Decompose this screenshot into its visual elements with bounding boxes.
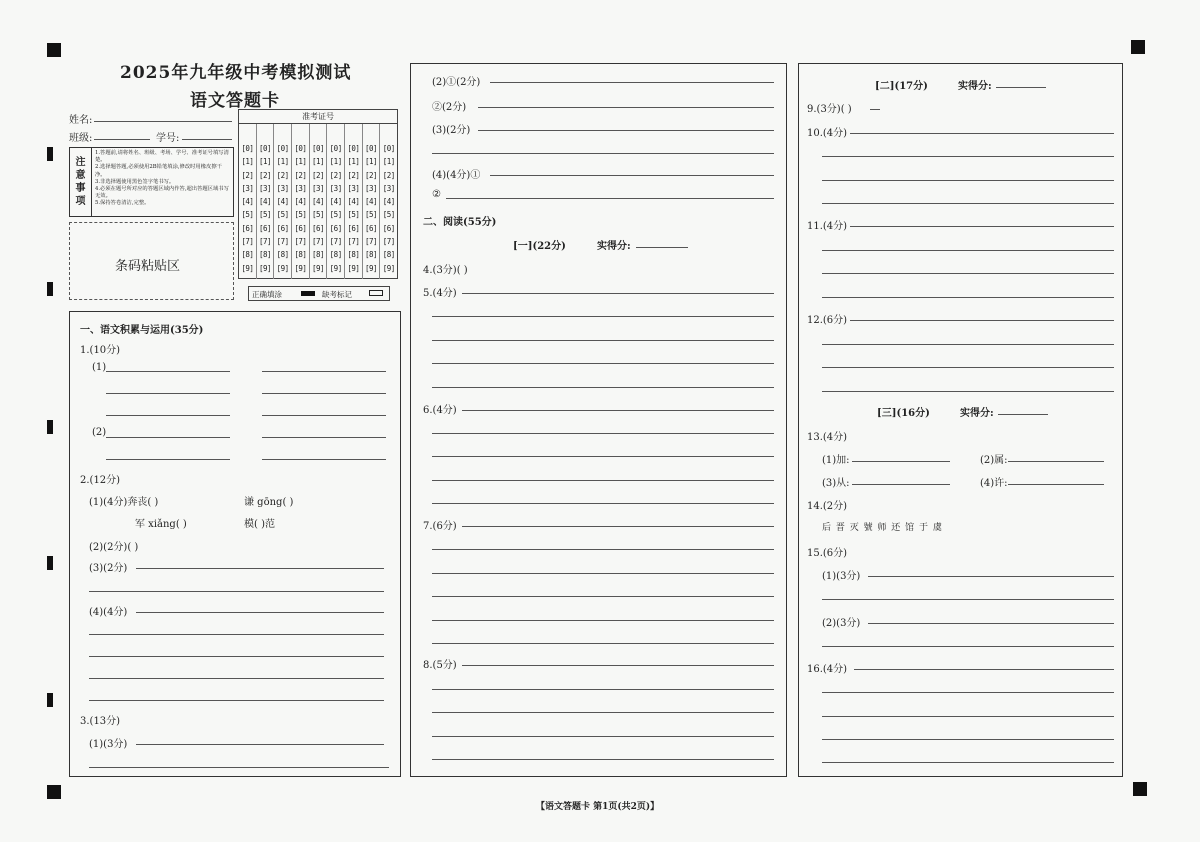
part1-score-field[interactable] (636, 247, 688, 248)
id-digit-bubble[interactable]: [0] (312, 144, 325, 153)
answer-line[interactable] (462, 526, 774, 527)
id-digit-bubble[interactable]: [4] (329, 197, 342, 207)
q13-2-field[interactable] (1008, 461, 1104, 462)
exam-id-title: 准考证号 (239, 110, 397, 124)
id-digit-bubble[interactable]: [7] (241, 237, 254, 247)
id-digit-bubble[interactable]: [4] (258, 197, 272, 207)
answer-line[interactable] (136, 568, 384, 569)
answer-line[interactable] (432, 153, 774, 154)
q3-1-label: (1)(3分) (89, 739, 128, 750)
fill-legend (248, 286, 390, 301)
id-digit-column[interactable] (274, 124, 292, 279)
q2-2-label: (2)(2分)( ) (89, 542, 139, 553)
q14-sentence[interactable]: 后 晋 灭 號 师 还 馆 于 虞 (822, 523, 943, 533)
answer-line[interactable] (822, 273, 1114, 274)
id-digit-bubble[interactable]: [4] (347, 197, 360, 207)
id-digit-bubble[interactable]: [3] (329, 183, 342, 193)
id-digit-bubble[interactable]: [6] (365, 223, 378, 233)
id-digit-bubble[interactable]: [5] (276, 210, 289, 220)
q3-4a-label: (4)(4分)① (432, 170, 481, 181)
id-digit-bubble[interactable]: [4] (276, 197, 289, 207)
section1-title: 一、语文积累与运用(35分) (80, 325, 204, 336)
id-digit-bubble[interactable]: [1] (347, 157, 360, 167)
absent-mark-box[interactable] (369, 290, 383, 296)
answer-line[interactable] (462, 293, 774, 294)
timing-mark (47, 420, 53, 434)
id-digit-bubble[interactable]: [5] (329, 210, 342, 220)
id-digit-bubble[interactable]: [6] (294, 223, 307, 233)
notice-text: 1.答题前,请将姓名、班级、考场、学号、准考证号填写清楚。 2.选择题答题,必须使用2B铅笔填涂,修改时用橡皮擦干净。 3.非选择题使用黑色签字笔书写。 4.必须在题号所对应的答题区域内作答,超出答题区域书写无效。 5.保持答卷清洁,完整。 (95, 150, 229, 207)
id-digit-bubble[interactable]: [4] (241, 197, 254, 207)
id-digit-bubble[interactable]: [3] (312, 183, 325, 193)
id-digit-bubble[interactable]: [8] (365, 250, 378, 260)
id-digit-bubble[interactable]: [5] (382, 210, 395, 220)
id-digit-bubble[interactable]: [1] (276, 157, 289, 167)
answer-line[interactable] (432, 736, 774, 737)
q3-label: 3.(13分) (80, 716, 121, 727)
id-digit-bubble[interactable]: [2] (312, 170, 325, 180)
q2-1c-label: 军 xiǎng( ) (135, 519, 187, 530)
id-digit-bubble[interactable]: [4] (312, 197, 325, 207)
id-digit-bubble[interactable]: [9] (329, 263, 342, 273)
answer-line[interactable] (462, 410, 774, 411)
answer-line[interactable] (868, 623, 1114, 624)
id-digit-bubble[interactable]: [7] (312, 237, 325, 247)
id-digit-column[interactable] (310, 124, 328, 279)
class-field[interactable] (94, 139, 150, 140)
q2-label: 2.(12分) (80, 475, 121, 486)
answer-line[interactable] (822, 156, 1114, 157)
page-title: 2025年九年级中考模拟测试 (120, 63, 352, 83)
part2-title: [二](17分) (875, 81, 928, 92)
q5-label: 5.(4分) (423, 288, 457, 299)
answer-line[interactable] (89, 767, 389, 768)
q13-2-label: (2)属: (980, 455, 1008, 466)
id-digit-bubble[interactable]: [8] (241, 250, 254, 260)
answer-line[interactable] (432, 340, 774, 341)
q1-2-label: (2) (92, 427, 107, 438)
id-digit-bubble[interactable]: [8] (329, 250, 342, 260)
q7-label: 7.(6分) (423, 521, 457, 532)
id-digit-bubble[interactable]: [4] (382, 197, 395, 207)
answer-line[interactable] (432, 689, 774, 690)
id-digit-bubble[interactable]: [1] (312, 157, 325, 167)
part1-title: [一](22分) (513, 241, 566, 252)
id-digit-bubble[interactable]: [3] (294, 183, 307, 193)
answer-line[interactable] (432, 387, 774, 388)
q6-label: 6.(4分) (423, 405, 457, 416)
answer-line[interactable] (432, 433, 774, 434)
answer-line[interactable] (432, 456, 774, 457)
q15-2-label: (2)(3分) (822, 618, 861, 629)
id-digit-bubble[interactable]: [0] (258, 144, 272, 153)
timing-mark (47, 693, 53, 707)
id-digit-bubble[interactable]: [0] (365, 144, 378, 153)
id-digit-bubble[interactable]: [9] (347, 263, 360, 273)
q3-4b-label: ② (432, 189, 441, 200)
id-digit-bubble[interactable]: [7] (294, 237, 307, 247)
answer-line[interactable] (432, 503, 774, 504)
id-digit-bubble[interactable]: [9] (276, 263, 289, 273)
q1-label: 1.(10分) (80, 345, 121, 356)
id-digit-bubble[interactable]: [8] (347, 250, 360, 260)
id-digit-bubble[interactable]: [1] (258, 157, 272, 167)
id-digit-column[interactable] (239, 124, 257, 279)
q15-1-label: (1)(3分) (822, 571, 861, 582)
id-digit-bubble[interactable]: [2] (347, 170, 360, 180)
corner-mark-bottom-left (47, 785, 61, 799)
id-digit-bubble[interactable]: [8] (276, 250, 289, 260)
q2-1-label: (1)(4分)奔丧( ) (89, 497, 159, 508)
q16-label: 16.(4分) (807, 664, 848, 675)
q2-1b-label: 谦 gōng( ) (244, 497, 294, 508)
id-digit-bubble[interactable]: [8] (382, 250, 395, 260)
answer-line[interactable] (850, 226, 1114, 227)
answer-line[interactable] (106, 371, 230, 372)
notice-label: 注 意 事 项 (70, 148, 92, 216)
q10-label: 10.(4分) (807, 128, 848, 139)
part1-score-label: 实得分: (597, 241, 631, 252)
answer-line[interactable] (822, 367, 1114, 368)
answer-line[interactable] (432, 643, 774, 644)
q14-label: 14.(2分) (807, 501, 848, 512)
answer-line[interactable] (262, 415, 386, 416)
id-digit-bubble[interactable]: [0] (294, 144, 307, 153)
q3-2a-label: (2)①(2分) (432, 77, 481, 88)
legend-correct-label: 正确填涂 (252, 290, 282, 299)
q13-1-field[interactable] (852, 461, 950, 462)
id-digit-bubble[interactable]: [5] (241, 210, 254, 220)
answer-line[interactable] (89, 656, 384, 657)
part3-score-label: 实得分: (960, 408, 994, 419)
answer-line[interactable] (432, 596, 774, 597)
id-digit-bubble[interactable]: [6] (276, 223, 289, 233)
id-digit-bubble[interactable]: [7] (347, 237, 360, 247)
answer-line[interactable] (822, 646, 1114, 647)
id-digit-bubble[interactable]: [0] (241, 144, 254, 153)
answer-line[interactable] (106, 393, 230, 394)
answer-line[interactable] (462, 665, 774, 666)
answer-line[interactable] (822, 297, 1114, 298)
part3-score-field[interactable] (998, 414, 1048, 415)
id-digit-column[interactable] (292, 124, 310, 279)
id-digit-bubble[interactable]: [3] (276, 183, 289, 193)
q2-1d-label: 模( )范 (244, 519, 275, 530)
answer-line[interactable] (136, 612, 384, 613)
page-subtitle: 语文答题卡 (190, 91, 280, 111)
answer-line[interactable] (822, 762, 1114, 763)
answer-line[interactable] (106, 459, 230, 460)
q13-label: 13.(4分) (807, 432, 848, 443)
answer-line[interactable] (868, 576, 1114, 577)
answer-line[interactable] (432, 573, 774, 574)
id-digit-bubble[interactable]: [2] (382, 170, 395, 180)
answer-line[interactable] (432, 480, 774, 481)
q3-3-label: (3)(2分) (432, 125, 471, 136)
id-digit-bubble[interactable]: [7] (276, 237, 289, 247)
barcode-area (69, 222, 234, 300)
id-digit-bubble[interactable]: [9] (312, 263, 325, 273)
id-digit-bubble[interactable]: [1] (365, 157, 378, 167)
id-digit-bubble[interactable]: [6] (312, 223, 325, 233)
id-digit-bubble[interactable]: [8] (258, 250, 272, 260)
q13-4-label: (4)许: (980, 478, 1008, 489)
answer-line[interactable] (89, 634, 384, 635)
q4-label: 4.(3分)( ) (423, 265, 468, 276)
answer-line[interactable] (822, 203, 1114, 204)
id-digit-bubble[interactable]: [3] (347, 183, 360, 193)
answer-line[interactable] (136, 744, 384, 745)
exam-id-grid[interactable] (238, 109, 398, 279)
id-digit-bubble[interactable]: [5] (312, 210, 325, 220)
answer-line[interactable] (432, 316, 774, 317)
id-digit-bubble[interactable]: [5] (294, 210, 307, 220)
id-digit-bubble[interactable]: [2] (294, 170, 307, 180)
id-digit-column[interactable] (257, 124, 275, 279)
id-digit-bubble[interactable]: [5] (365, 210, 378, 220)
answer-line[interactable] (432, 712, 774, 713)
corner-mark-top-right (1131, 40, 1145, 54)
section2-title: 二、阅读(55分) (423, 217, 497, 228)
q9-label: 9.(3分)( ) (807, 104, 852, 115)
filled-bubble-icon (301, 291, 315, 296)
id-digit-bubble[interactable]: [8] (294, 250, 307, 260)
answer-line[interactable] (850, 133, 1114, 134)
corner-mark-top-left (47, 43, 61, 57)
id-digit-bubble[interactable]: [2] (276, 170, 289, 180)
answer-line[interactable] (490, 82, 774, 83)
id-digit-bubble[interactable]: [2] (241, 170, 254, 180)
id-digit-bubble[interactable]: [7] (329, 237, 342, 247)
part3-title: [三](16分) (877, 408, 930, 419)
id-digit-bubble[interactable]: [1] (241, 157, 254, 167)
id-digit-bubble[interactable]: [7] (365, 237, 378, 247)
id-digit-bubble[interactable]: [3] (241, 183, 254, 193)
class-label: 班级: (69, 133, 93, 144)
id-digit-bubble[interactable]: [6] (241, 223, 254, 233)
id-digit-bubble[interactable]: [9] (241, 263, 254, 273)
answer-line[interactable] (822, 344, 1114, 345)
id-digit-bubble[interactable]: [1] (294, 157, 307, 167)
answer-line[interactable] (106, 415, 230, 416)
id-digit-bubble[interactable]: [7] (258, 237, 272, 247)
id-digit-bubble[interactable]: [6] (329, 223, 342, 233)
id-digit-bubble[interactable]: [9] (294, 263, 307, 273)
page-footer: 【语文答题卡 第1页(共2页)】 (536, 802, 660, 812)
id-digit-bubble[interactable]: [2] (258, 170, 272, 180)
id-digit-bubble[interactable]: [0] (347, 144, 360, 153)
id-digit-column[interactable] (345, 124, 363, 279)
answer-line[interactable] (822, 180, 1114, 181)
answer-line[interactable] (262, 371, 386, 372)
id-digit-bubble[interactable]: [2] (365, 170, 378, 180)
number-field[interactable] (182, 139, 232, 140)
notice-box (69, 147, 234, 217)
q2-3-label: (3)(2分) (89, 563, 128, 574)
q13-4-field[interactable] (1008, 484, 1104, 485)
q8-label: 8.(5分) (423, 660, 457, 671)
legend-absent-label: 缺考标记 (322, 290, 352, 299)
answer-line[interactable] (822, 391, 1114, 392)
name-field[interactable] (94, 121, 232, 122)
id-digit-bubble[interactable]: [6] (347, 223, 360, 233)
id-digit-bubble[interactable]: [3] (365, 183, 378, 193)
timing-mark (47, 147, 53, 161)
timing-mark (47, 556, 53, 570)
barcode-label: 条码粘贴区 (115, 259, 181, 274)
q12-label: 12.(6分) (807, 315, 848, 326)
id-digit-bubble[interactable]: [2] (329, 170, 342, 180)
answer-line[interactable] (822, 250, 1114, 251)
id-digit-column[interactable] (363, 124, 381, 279)
answer-line[interactable] (478, 130, 774, 131)
part2-score-field[interactable] (996, 87, 1046, 88)
q15-label: 15.(6分) (807, 548, 848, 559)
corner-mark-bottom-right (1133, 782, 1147, 796)
id-digit-bubble[interactable]: [7] (382, 237, 395, 247)
q2-4-label: (4)(4分) (89, 607, 128, 618)
id-digit-bubble[interactable]: [1] (329, 157, 342, 167)
answer-line[interactable] (262, 393, 386, 394)
id-digit-column[interactable] (380, 124, 397, 279)
part2-score-label: 实得分: (958, 81, 992, 92)
timing-mark (47, 282, 53, 296)
id-digit-bubble[interactable]: [0] (276, 144, 289, 153)
answer-line[interactable] (870, 109, 880, 110)
id-digit-bubble[interactable]: [5] (347, 210, 360, 220)
answer-line[interactable] (478, 107, 774, 108)
name-label: 姓名: (69, 115, 93, 126)
id-digit-bubble[interactable]: [3] (258, 183, 272, 193)
answer-line[interactable] (262, 459, 386, 460)
answer-line[interactable] (106, 437, 230, 438)
id-digit-bubble[interactable]: [6] (258, 223, 272, 233)
number-label: 学号: (156, 133, 180, 144)
id-digit-bubble[interactable]: [5] (258, 210, 272, 220)
q13-3-field[interactable] (852, 484, 950, 485)
id-digit-bubble[interactable]: [9] (365, 263, 378, 273)
answer-line[interactable] (89, 700, 384, 701)
answer-line[interactable] (89, 678, 384, 679)
q3-2b-label: ②(2分) (432, 102, 467, 113)
answer-line[interactable] (854, 669, 1114, 670)
q11-label: 11.(4分) (807, 221, 848, 232)
answer-line[interactable] (432, 620, 774, 621)
q13-3-label: (3)从: (822, 478, 850, 489)
id-digit-column[interactable] (327, 124, 345, 279)
q13-1-label: (1)加: (822, 455, 850, 466)
answer-line[interactable] (850, 320, 1114, 321)
id-digit-bubble[interactable]: [9] (382, 263, 395, 273)
id-digit-bubble[interactable]: [9] (258, 263, 272, 273)
answer-line[interactable] (490, 175, 774, 176)
answer-line[interactable] (432, 363, 774, 364)
q1-1-label: (1) (92, 362, 107, 373)
answer-line[interactable] (822, 692, 1114, 693)
answer-line[interactable] (822, 739, 1114, 740)
id-digit-bubble[interactable]: [6] (382, 223, 395, 233)
answer-line[interactable] (89, 591, 384, 592)
id-digit-bubble[interactable]: [4] (365, 197, 378, 207)
answer-line[interactable] (262, 437, 386, 438)
id-digit-bubble[interactable]: [0] (382, 144, 395, 153)
answer-line[interactable] (446, 198, 774, 199)
answer-line[interactable] (822, 716, 1114, 717)
answer-line[interactable] (822, 599, 1114, 600)
id-digit-bubble[interactable]: [8] (312, 250, 325, 260)
id-digit-bubble[interactable]: [3] (382, 183, 395, 193)
id-digit-bubble[interactable]: [4] (294, 197, 307, 207)
id-digit-bubble[interactable]: [0] (329, 144, 342, 153)
id-digit-bubble[interactable]: [1] (382, 157, 395, 167)
answer-line[interactable] (432, 759, 774, 760)
answer-line[interactable] (432, 549, 774, 550)
